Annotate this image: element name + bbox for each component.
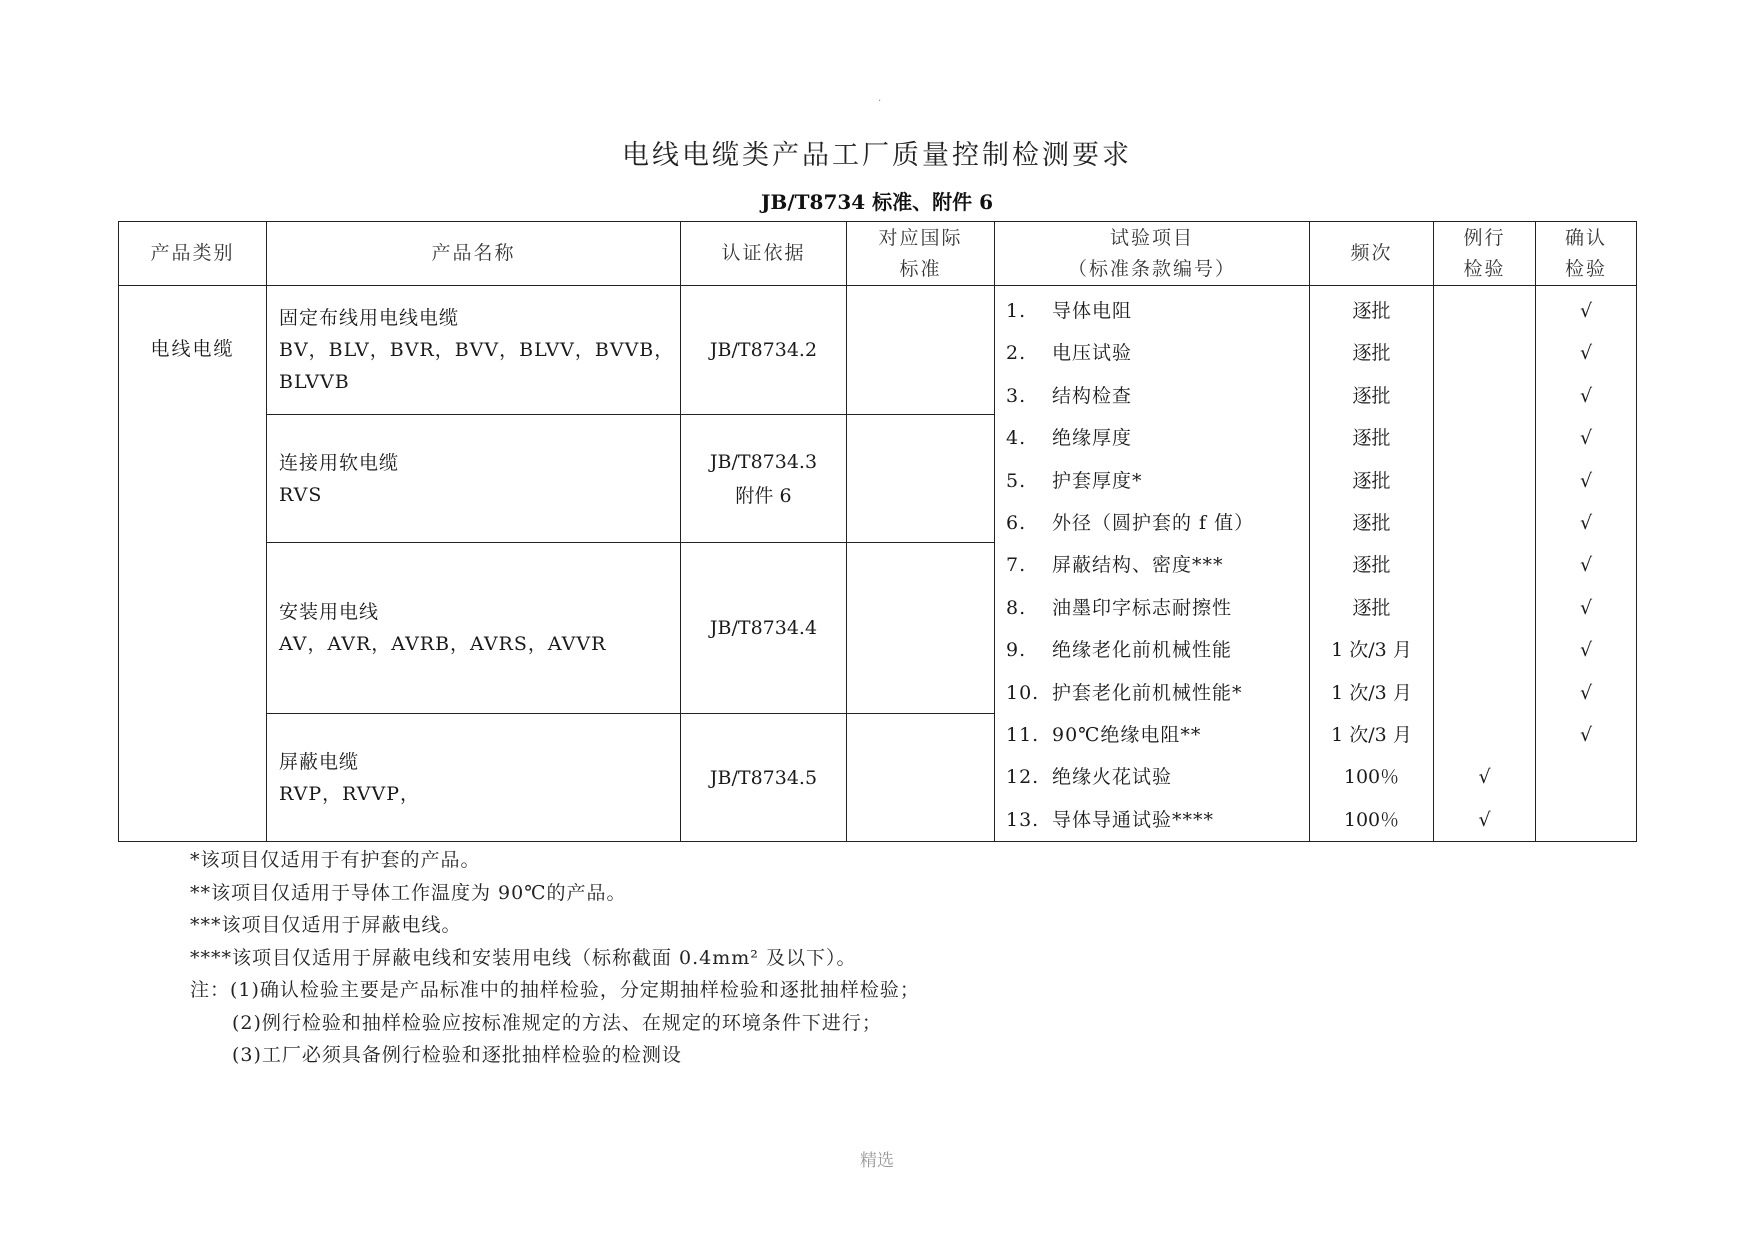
test-name: 外径（圆护套的 f 值） — [1052, 511, 1255, 534]
routine-check-mark — [1434, 375, 1535, 417]
basis-line1: JB/T8734.5 — [709, 766, 818, 789]
routine-check-mark — [1434, 290, 1535, 332]
routine-check-mark — [1434, 544, 1535, 586]
list-item — [995, 460, 1309, 502]
header-test-items-line2: （标准条款编号） — [1067, 257, 1236, 280]
frequency-value: 逐批 — [1352, 469, 1391, 492]
test-number: 11. — [1006, 723, 1040, 746]
product-models: AV，AVR，AVRB，AVRS，AVVR — [279, 633, 607, 656]
frequency-value: 逐批 — [1352, 384, 1391, 407]
test-number: 12. — [1006, 766, 1040, 789]
intl-standard-cell — [847, 286, 995, 415]
routine-check-mark — [1434, 417, 1535, 459]
list-item — [995, 629, 1309, 671]
list-item — [995, 587, 1309, 629]
frequency-value: 逐批 — [1352, 300, 1391, 322]
requirements-table — [118, 221, 1637, 842]
frequency-value: 100％ — [1343, 766, 1400, 789]
basis-cell — [681, 414, 847, 543]
header-category: 产品类别 — [119, 222, 267, 286]
header-routine-line2: 检验 — [1463, 257, 1506, 280]
confirm-check-cell — [1536, 286, 1637, 842]
routine-check-cell — [1434, 286, 1536, 842]
footnote: **该项目仅适用于导体工作温度为 90℃的产品。 — [190, 881, 627, 904]
confirm-check-mark: √ — [1579, 427, 1593, 450]
list-item — [995, 756, 1309, 798]
confirm-check-mark — [1536, 799, 1636, 841]
frequency-list — [1310, 286, 1433, 841]
header-product-name: 产品名称 — [267, 222, 681, 286]
header-confirm — [1536, 222, 1637, 286]
test-number: 1. — [1006, 300, 1027, 322]
basis-line1: JB/T8734.4 — [709, 617, 818, 640]
test-name: 护套厚度* — [1052, 469, 1143, 492]
test-name: 导体导通试验**** — [1052, 808, 1215, 831]
test-number: 6. — [1006, 511, 1027, 534]
table-row — [119, 286, 1637, 415]
document-subtitle: JB/T8734 标准、附件 6 — [760, 190, 994, 214]
product-models: BV，BLV，BVR，BVV，BLVV，BVVB，BLVVB — [279, 338, 675, 393]
product-name: 安装用电线 — [279, 601, 380, 624]
confirm-check-mark: √ — [1579, 554, 1593, 577]
header-intl-standard — [847, 222, 995, 286]
table-header-row — [119, 222, 1637, 286]
header-intl-standard-line1: 对应国际 — [878, 226, 963, 249]
product-cell — [267, 543, 681, 714]
header-frequency: 频次 — [1310, 222, 1434, 286]
test-name: 油墨印字标志耐擦性 — [1052, 596, 1233, 619]
frequency-cell — [1310, 286, 1434, 842]
frequency-value: 逐批 — [1352, 342, 1391, 365]
test-number: 8. — [1006, 596, 1027, 619]
note: 注：(1)确认检验主要是产品标准中的抽样检验，分定期抽样检验和逐批抽样检验； — [190, 979, 920, 1001]
footnote: *该项目仅适用于有护套的产品。 — [190, 849, 481, 871]
product-name: 连接用软电缆 — [279, 451, 400, 474]
confirm-check-list — [1536, 286, 1636, 841]
list-item — [995, 714, 1309, 756]
product-models: RVP，RVVP， — [279, 782, 420, 805]
frequency-value: 逐批 — [1352, 427, 1391, 450]
frequency-value: 1 次/3 月 — [1331, 639, 1412, 662]
intl-standard-cell — [847, 714, 995, 842]
basis-cell — [681, 543, 847, 714]
routine-check-list — [1434, 286, 1535, 841]
test-items-cell — [995, 286, 1310, 842]
frequency-value: 逐批 — [1352, 596, 1391, 619]
test-name: 导体电阻 — [1052, 300, 1133, 322]
routine-check-mark — [1434, 502, 1535, 544]
product-cell — [267, 414, 681, 543]
footnote: ****该项目仅适用于屏蔽电线和安装用电线（标称截面 0.4mm² 及以下）。 — [190, 946, 857, 969]
test-name: 护套老化前机械性能* — [1052, 681, 1243, 704]
header-confirm-line1: 确认 — [1564, 226, 1607, 249]
category-cell: 电线电缆 — [119, 286, 267, 842]
frequency-value: 逐批 — [1352, 554, 1391, 577]
confirm-check-mark: √ — [1579, 723, 1593, 746]
test-number: 3. — [1006, 384, 1027, 407]
test-number: 9. — [1006, 639, 1027, 662]
confirm-check-mark: √ — [1579, 596, 1593, 619]
intl-standard-cell — [847, 543, 995, 714]
test-number: 2. — [1006, 342, 1027, 365]
intl-standard-cell — [847, 414, 995, 543]
list-item — [995, 375, 1309, 417]
header-routine — [1434, 222, 1536, 286]
footnote: ***该项目仅适用于屏蔽电线。 — [190, 914, 462, 936]
routine-check-mark — [1434, 460, 1535, 502]
header-test-items — [995, 222, 1310, 286]
routine-check-mark: √ — [1478, 808, 1491, 831]
test-name: 结构检查 — [1052, 384, 1133, 407]
routine-check-mark: √ — [1478, 766, 1491, 789]
footnotes — [190, 844, 920, 1072]
list-item — [995, 672, 1309, 714]
frequency-value: 1 次/3 月 — [1331, 723, 1412, 746]
basis-line1: JB/T8734.3 — [709, 450, 818, 473]
test-name: 90℃绝缘电阻** — [1052, 723, 1202, 746]
test-name: 绝缘老化前机械性能 — [1052, 639, 1233, 662]
header-cert-basis: 认证依据 — [681, 222, 847, 286]
routine-check-mark — [1434, 587, 1535, 629]
note: (2)例行检验和抽样检验应按标准规定的方法、在规定的环境条件下进行； — [232, 1011, 882, 1034]
frequency-value: 100％ — [1343, 808, 1400, 831]
confirm-check-mark: √ — [1579, 384, 1593, 407]
product-cell — [267, 714, 681, 842]
confirm-check-mark: √ — [1579, 511, 1593, 534]
test-number: 5. — [1006, 469, 1027, 492]
product-name: 屏蔽电缆 — [279, 750, 360, 773]
frequency-value: 逐批 — [1352, 511, 1391, 534]
list-item — [995, 417, 1309, 459]
list-item — [995, 544, 1309, 586]
test-name: 绝缘厚度 — [1052, 427, 1133, 450]
routine-check-mark — [1434, 714, 1535, 756]
header-test-items-line1: 试验项目 — [1109, 226, 1194, 249]
header-intl-standard-line2: 标准 — [899, 257, 942, 280]
basis-cell — [681, 286, 847, 415]
header-confirm-line2: 检验 — [1564, 257, 1607, 280]
test-number: 4. — [1006, 427, 1027, 450]
list-item — [995, 502, 1309, 544]
test-name: 屏蔽结构、密度*** — [1052, 554, 1224, 577]
product-name: 固定布线用电线电缆 — [279, 306, 460, 329]
test-number: 13. — [1006, 808, 1040, 831]
confirm-check-mark: √ — [1579, 681, 1593, 704]
confirm-check-mark: √ — [1579, 300, 1593, 322]
routine-check-mark — [1434, 629, 1535, 671]
page-footer: 精选 — [860, 1151, 894, 1171]
document-title: 电线电缆类产品工厂质量控制检测要求 — [622, 140, 1132, 171]
test-number: 10. — [1006, 681, 1040, 704]
list-item — [995, 799, 1309, 841]
page-dot-mark: · — [878, 96, 882, 107]
basis-line1: JB/T8734.2 — [709, 338, 818, 361]
confirm-check-mark: √ — [1579, 342, 1593, 365]
routine-check-mark — [1434, 672, 1535, 714]
list-item — [995, 290, 1309, 332]
basis-cell — [681, 714, 847, 842]
confirm-check-mark — [1536, 756, 1636, 798]
list-item — [995, 332, 1309, 374]
note: (3)工厂必须具备例行检验和逐批抽样检验的检测设 — [232, 1044, 682, 1066]
confirm-check-mark: √ — [1579, 469, 1593, 492]
test-name: 电压试验 — [1052, 342, 1133, 365]
frequency-value: 1 次/3 月 — [1331, 681, 1412, 704]
test-number: 7. — [1006, 554, 1027, 577]
basis-line2: 附件 6 — [735, 484, 792, 507]
routine-check-mark — [1434, 332, 1535, 374]
test-name: 绝缘火花试验 — [1052, 766, 1173, 789]
header-routine-line1: 例行 — [1463, 226, 1506, 249]
confirm-check-mark: √ — [1579, 639, 1593, 662]
product-models: RVS — [279, 483, 323, 506]
test-items-list — [995, 286, 1309, 841]
product-cell — [267, 286, 681, 415]
